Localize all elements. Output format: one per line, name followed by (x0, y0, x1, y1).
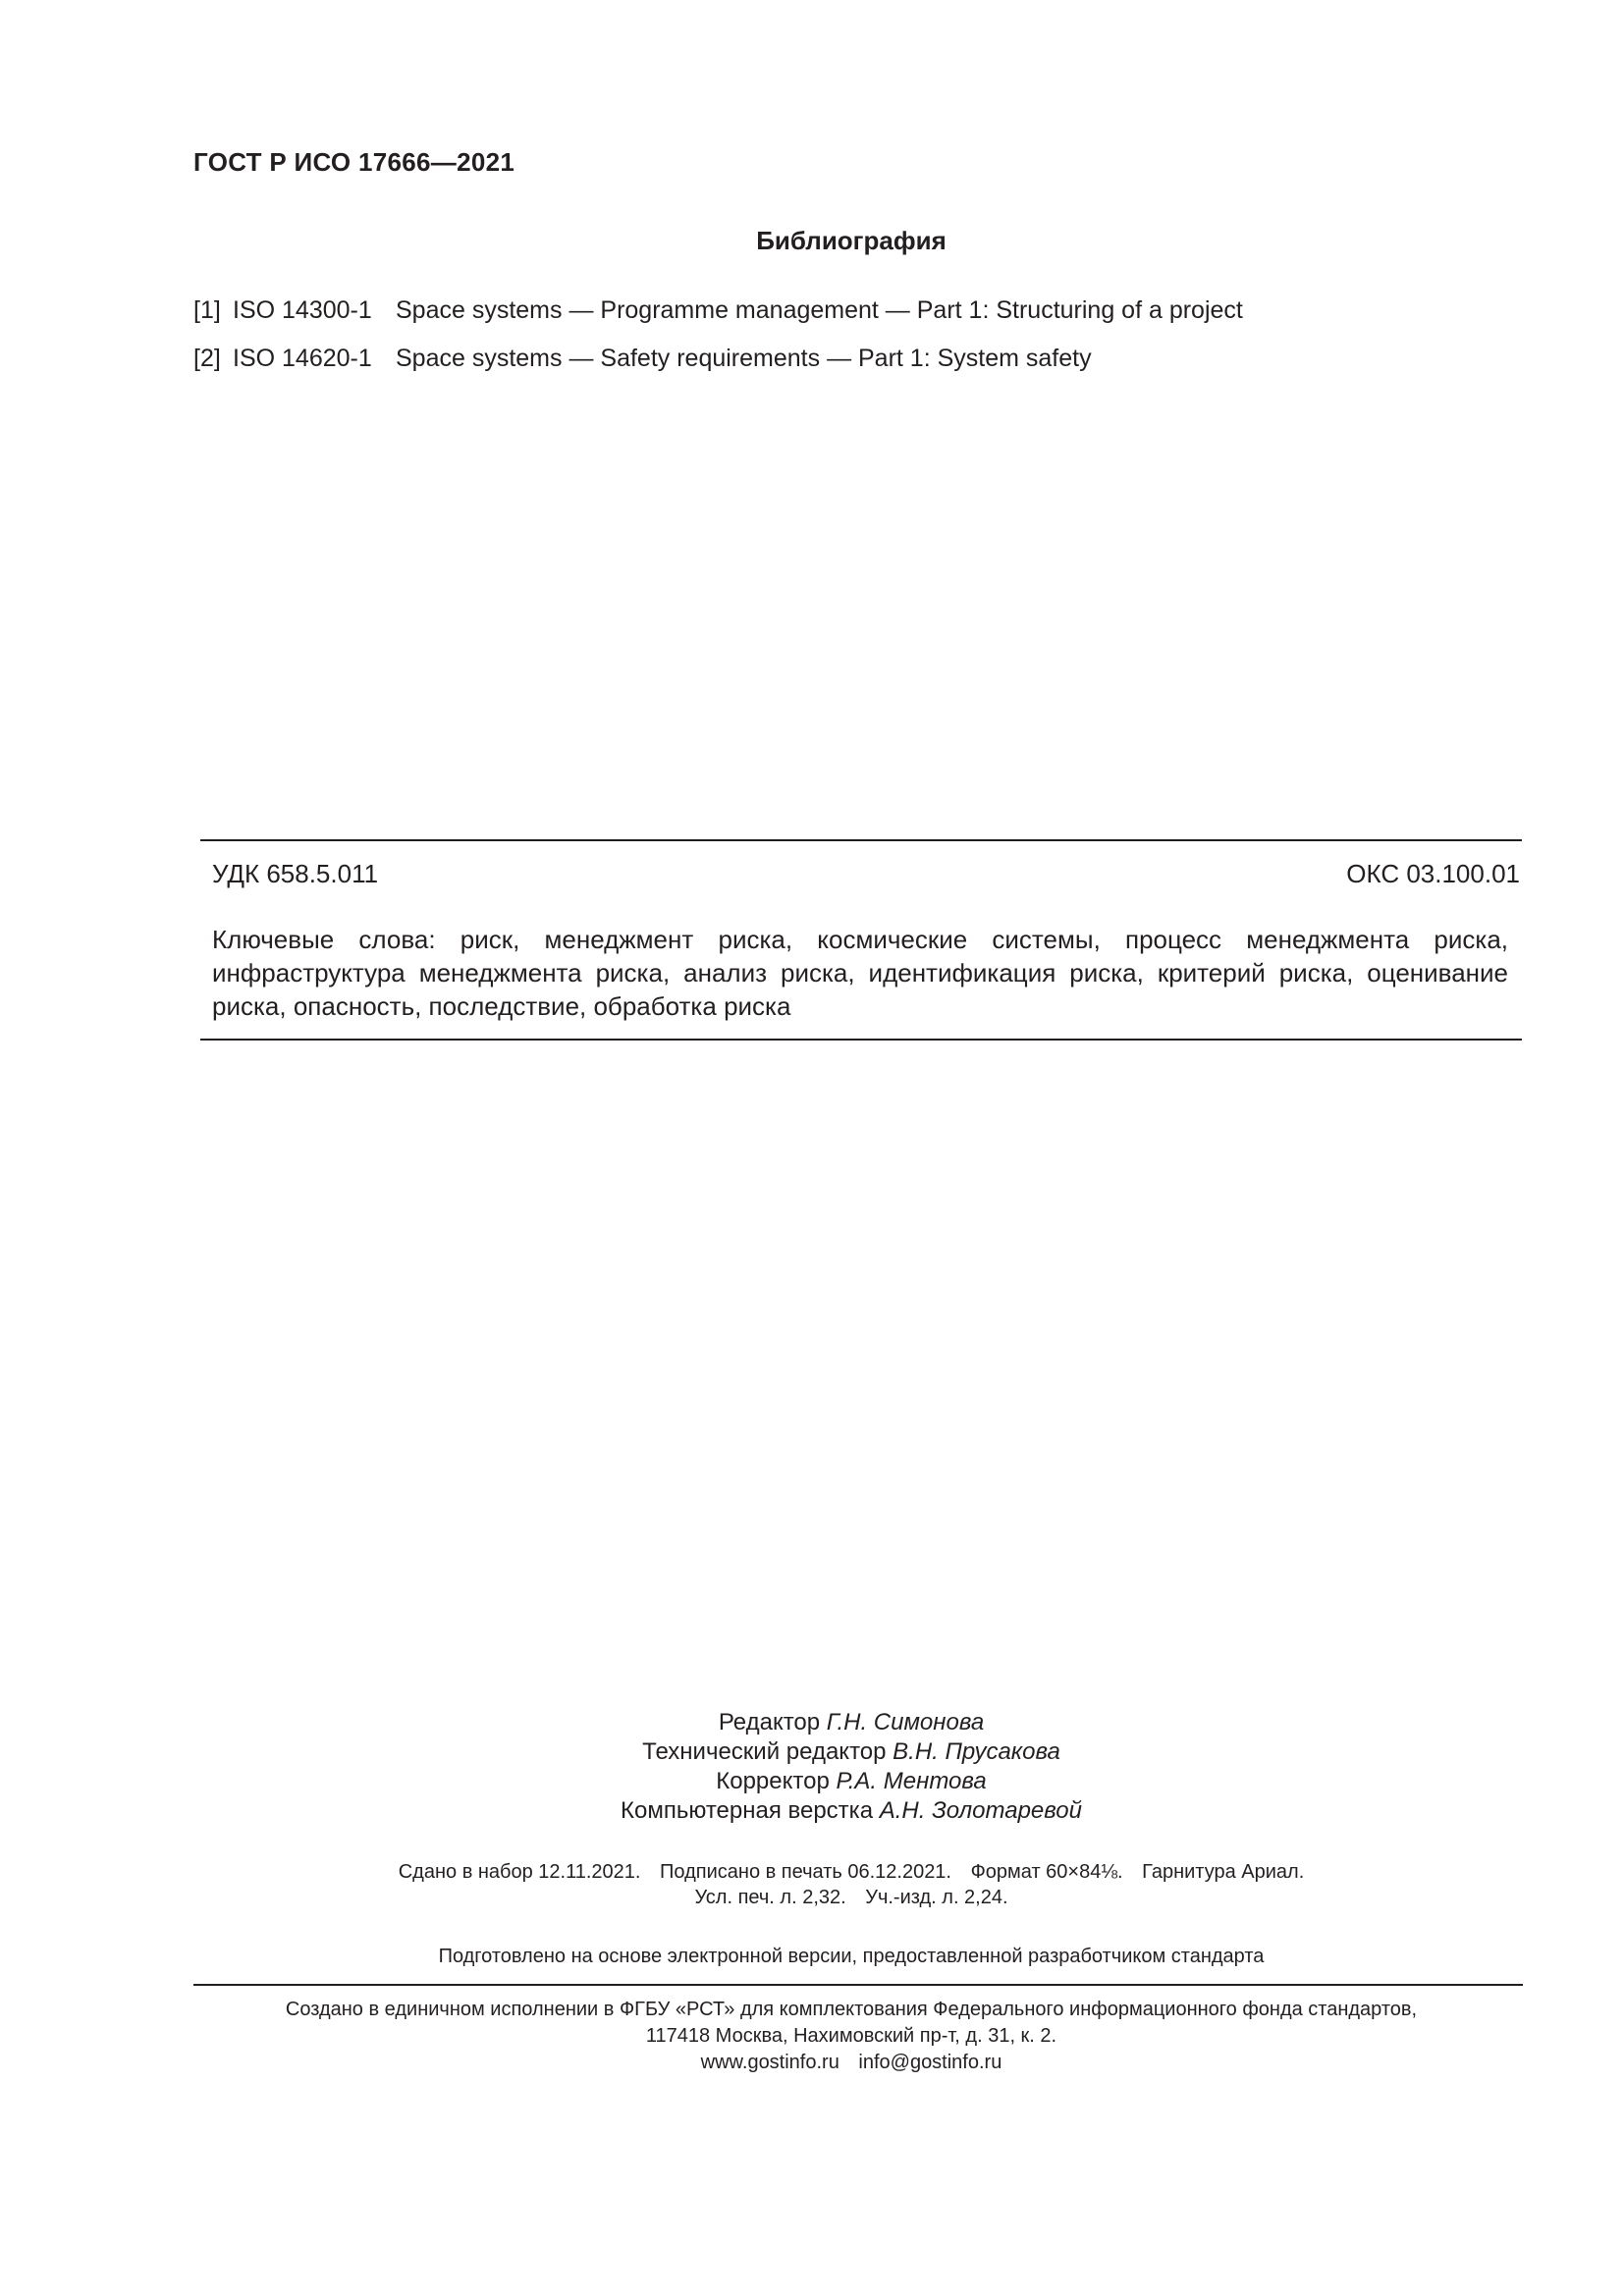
bibliography-item-number: [2] (193, 345, 221, 372)
bibliography-item-title: Space systems — Programme management — Part 1: Structuring of a project (396, 296, 1243, 324)
created-note-line-1: Создано в единичном исполнении в ФГБУ «РСТ» для комплектования Федерального информационного фонда стандартов, (285, 1999, 1418, 2020)
print-info-line-1 (0, 1859, 1624, 1885)
created-note-line-2: 117418 Москва, Нахимовский пр-т, д. 31, к. 2. (645, 2025, 1057, 2047)
print-info-line-2 (0, 1885, 1624, 1910)
print-info (0, 1859, 1624, 1910)
credit-tech-editor-label: Технический редактор (642, 1738, 887, 1765)
bibliography-list (193, 296, 1519, 393)
credit-layout-name: А.Н. Золотаревой (879, 1797, 1082, 1824)
print-sheets: Усл. печ. л. 2,32. (694, 1887, 846, 1908)
bibliography-item (193, 345, 1519, 393)
email-link[interactable]: info@gostinfo.ru (858, 2052, 1002, 2073)
bibliography-item-code: ISO 14300-1 (233, 296, 372, 324)
credit-editor (0, 1708, 1624, 1737)
prepared-note: Подготовлено на основе электронной версии, предоставленной разработчиком стандарта (438, 1946, 1265, 1967)
print-publisher-sheets: Уч.-изд. л. 2,24. (865, 1887, 1008, 1908)
bibliography-item-number: [1] (193, 296, 221, 324)
website-link[interactable]: www.gostinfo.ru (700, 2052, 839, 2073)
credit-proofreader-name: Р.А. Ментова (836, 1768, 987, 1794)
print-signed-date: Подписано в печать 06.12.2021. (660, 1861, 951, 1883)
document-code: ГОСТ Р ИСО 17666—2021 (193, 147, 515, 177)
credits-block (0, 1708, 1624, 1826)
footer-rule (193, 1984, 1523, 1986)
credit-proofreader-label: Корректор (716, 1768, 830, 1794)
credit-tech-editor (0, 1737, 1624, 1767)
bibliography-item (193, 296, 1519, 345)
print-format: Формат 60×84⅛. (970, 1861, 1123, 1883)
keywords-text: Ключевые слова: риск, менеджмент риска, космические системы, процесс менеджмента риска, инфраструктура менеджмента риска, анализ риска, идентификация риска, критерий риска, оценивание риска, опасность, последствие, обработка риска (212, 925, 1508, 1021)
credit-layout (0, 1796, 1624, 1826)
credit-editor-label: Редактор (718, 1709, 821, 1735)
print-typeface: Гарнитура Ариал. (1142, 1861, 1305, 1883)
oks-code: ОКС 03.100.01 (1346, 859, 1520, 888)
credit-layout-label: Компьютерная верстка (621, 1797, 874, 1824)
credit-proofreader (0, 1767, 1624, 1796)
bibliography-item-title: Space systems — Safety requirements — Part 1: System safety (396, 345, 1092, 372)
bibliography-item-code: ISO 14620-1 (233, 345, 372, 372)
created-note (0, 1997, 1624, 2076)
credit-editor-name: Г.Н. Симонова (826, 1709, 985, 1735)
udk-code: УДК 658.5.011 (212, 859, 379, 888)
credit-tech-editor-name: В.Н. Прусакова (893, 1738, 1060, 1765)
print-typeset-date: Сдано в набор 12.11.2021. (398, 1861, 641, 1883)
bibliography-title: Библиография (756, 226, 947, 255)
classification-top-rule (200, 839, 1522, 841)
classification-bottom-rule (200, 1039, 1522, 1041)
created-note-contacts (0, 2050, 1624, 2076)
